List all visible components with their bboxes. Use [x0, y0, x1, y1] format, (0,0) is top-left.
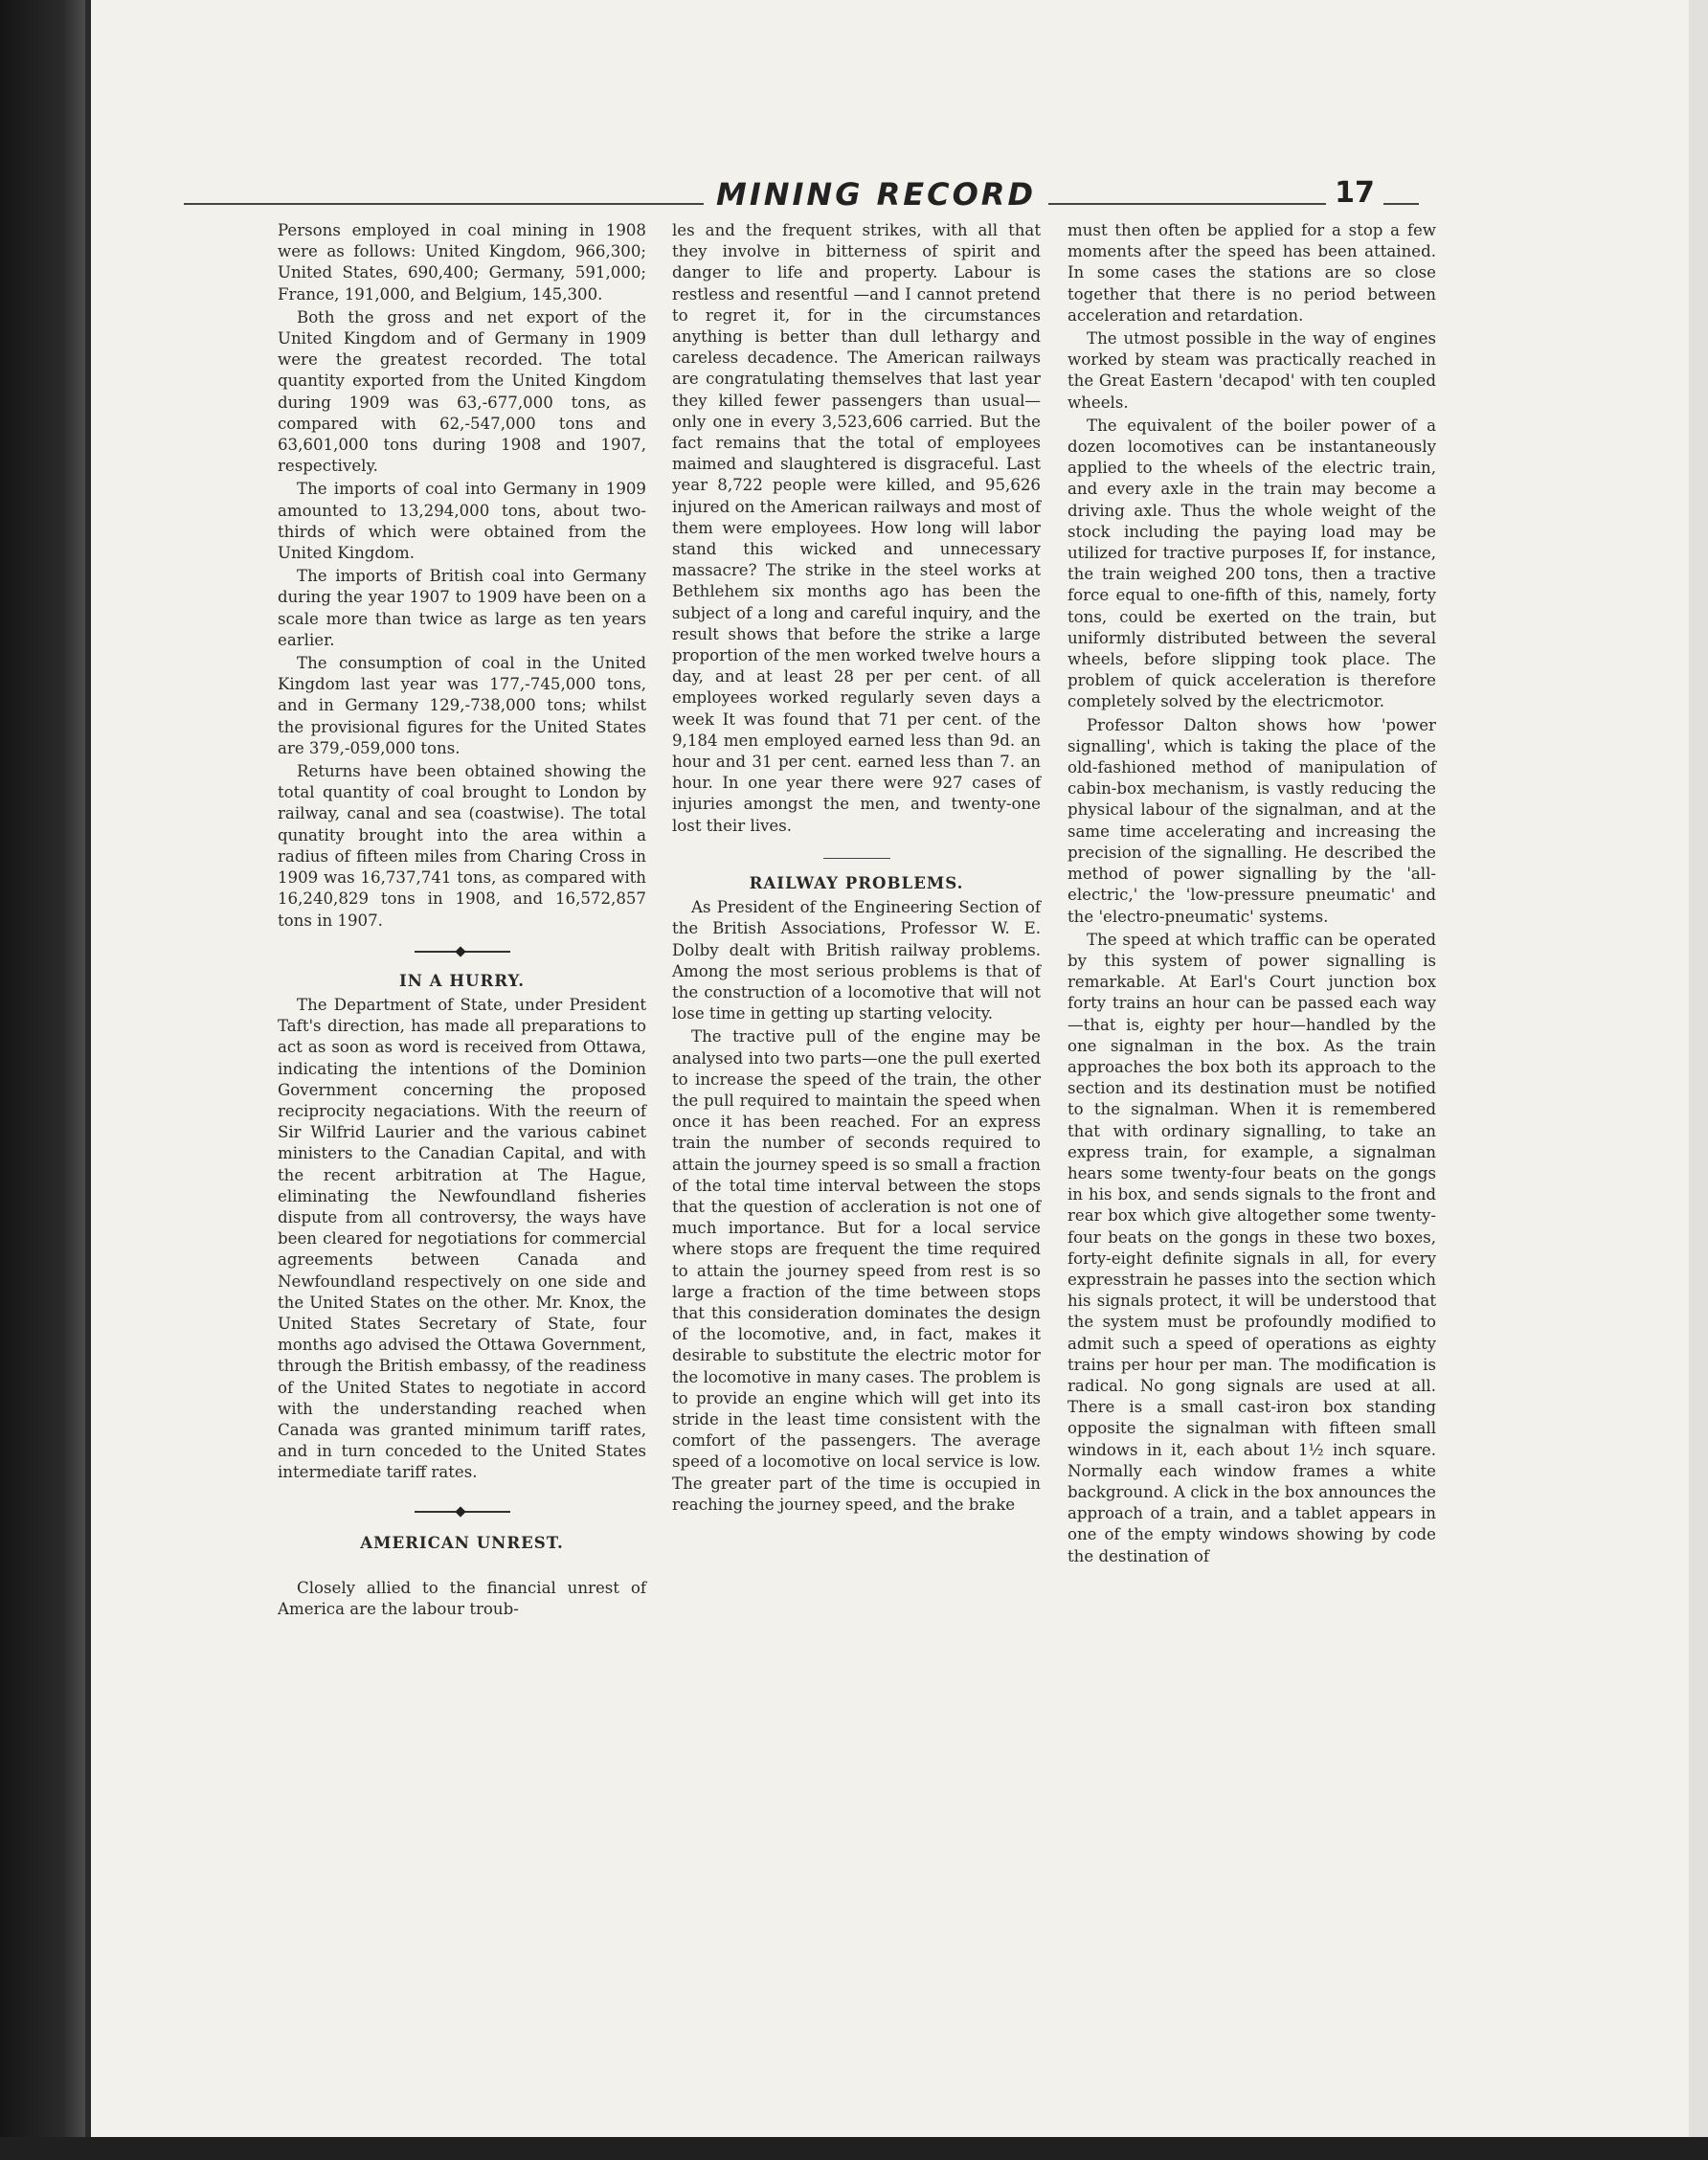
column-2: [672, 220, 1041, 1516]
paragraph: As President of the Engineering Section of the British Associations, Professor W. E. Dolby dealt with British railway problems. Among the most serious problems is that of the construction of a locomotive that will not lose time in getting up starting velocity.: [672, 898, 1041, 1024]
paragraph: Both the gross and net export of the United Kingdom and of Germany in 1909 were the greatest recorded. The total quantity exported from the United Kingdom during 1909 was 63,-677,000 tons, as compared with 62,-547,000 tons and 63,601,000 tons during 1908 and 1907, respectively.: [278, 307, 646, 476]
section-heading-american-unrest: AMERICAN UNREST.: [360, 1532, 564, 1552]
section-divider: [823, 858, 890, 859]
paragraph: The Department of State, under President Taft's direction, has made all preparations to act as soon as word is received from Ottawa, indicating the intentions of the Dominion Government concerning the proposed reciprocity negaciations. With the reeurn of Sir Wilfrid Laurier and the various cabinet ministers to the Canadian Capital, and with the recent arbitration at The Hague, eliminating the Newfoundland fisheries dispute from all controversy, the ways have been cleared for negotiations for commercial agreements between Canada and Newfoundland respectively on one side and the United States on the other. Mr. Knox, the United States Secretary of State, four months ago advised the Ottawa Government, through the British embassy, of the readiness of the United States to negotiate in accord with the understanding reached when Canada was granted minimum tariff rates, and in turn conceded to the United States intermediate tariff rates.: [278, 995, 646, 1482]
paragraph: must then often be applied for a stop a few moments after the speed has been attained. In some cases the stations are so close together that there is no period between acceleration and retardation.: [1068, 221, 1436, 325]
paragraph: The imports of British coal into Germany during the year 1907 to 1909 have been on a scale more than twice as large as ten years earlier.: [278, 567, 646, 649]
paragraph: The speed at which traffic can be operated by this system of power signalling is remarkable. At Earl's Court junction box forty trains an hour can be passed each way—that is, eighty per hour—handled by the one signalman in the box. As the train approaches the box both its approach to the section and its destination must be notified to the signalman. When it is remembered that with ordinary signalling, to take an express train, for example, a signalman hears some twenty-four beats on the gongs in his box, and sends signals to the front and rear box which give altogether some twenty-four beats on the gongs in these two boxes, forty-eight definite signals in all, for every expresstrain he passes into the section which his signals protect, it will be understood that the system must be profoundly modified to admit such a speed of operations as eighty trains per hour per man. The modification is radical. No gong signals are used at all. There is a small cast-iron box standing opposite the signalman with fifteen small windows in it, each about 1½ inch square. Normally each window frames a white background. A click in the box announces the approach of a train, and a tablet appears in one of the empty windows showing by code the destination of: [1068, 930, 1436, 1565]
paragraph: The tractive pull of the engine may be analysed into two parts—one the pull exerted to increase the speed of the train, the other the pull required to maintain the speed when once it has been reached. For an express train the number of seconds required to attain the journey speed is so small a fraction of the total time interval between the stops that the question of accleration is not one of much importance. But for a local service where stops are frequent the time required to attain the journey speed from rest is so large a fraction of the time between stops that this consideration dominates the design of the locomotive, and, in fact, makes it desirable to substitute the electric motor for the locomotive in many cases. The problem is to provide an engine which will get into its stride in the least time consistent with the comfort of the passengers. The average speed of a locomotive on local service is low. The greater part of the time is occupied in reaching the journey speed, and the brake: [672, 1027, 1041, 1514]
scan-bottom-shadow: [0, 2137, 1708, 2160]
paragraph: Persons employed in coal mining in 1908 were as follows: United Kingdom, 966,300; United States, 690,400; Germany, 591,000; France, 191,000, and Belgium, 145,300.: [278, 221, 646, 304]
column-1: [278, 220, 646, 1620]
running-title: MINING RECORD: [704, 176, 1048, 213]
section-divider: [405, 945, 520, 958]
section-heading-railway-problems: RAILWAY PROBLEMS.: [749, 872, 964, 892]
section-divider: [405, 1505, 520, 1519]
column-3: [1068, 220, 1436, 1567]
paragraph: The utmost possible in the way of engines worked by steam was practically reached in the Great Eastern 'decapod' with ten coupled wheels.: [1068, 329, 1436, 412]
paragraph: The imports of coal into Germany in 1909 amounted to 13,294,000 tons, about two-thirds of which were obtained from the United Kingdom.: [278, 480, 646, 563]
paragraph: les and the frequent strikes, with all that they involve in bitterness of spirit and danger to life and property. Labour is restless and resentful —and I cannot pretend to regret it, for in the circumstances anything is better than dull lethargy and careless decadence. The American railways are congratulating themselves that last year they killed fewer passengers than usual—only one in every 3,523,606 carried. But the fact remains that the total of employees maimed and slaughtered is disgraceful. Last year 8,722 people were killed, and 95,626 injured on the American railways and most of them were employees. How long will labor stand this wicked and unnecessary massacre? The strike in the steel works at Bethlehem six months ago has been the subject of a long and careful inquiry, and the result shows that before the strike a large proportion of the men worked twelve hours a day, and at least 28 per per cent. of all employees worked regularly seven days a week It was found that 71 per cent. of the 9,184 men employed earned less than 9d. an hour and 31 per cent. earned less than 7. an hour. In one year there were 927 cases of injuries amongst the men, and twenty-one lost their lives.: [672, 221, 1041, 835]
page-number: 17: [1326, 176, 1383, 210]
paragraph: The consumption of coal in the United Kingdom last year was 177,-745,000 tons, and in Germany 129,-738,000 tons; whilst the provisional figures for the United States are 379,-059,000 tons.: [278, 654, 646, 757]
scan-right-edge: [1689, 0, 1708, 2160]
paragraph: Professor Dalton shows how 'power signalling', which is taking the place of the old-fashioned method of manipulation of cabin-box mechanism, is vastly reducing the physical labour of the signalman, and at the same time accelerating and increasing the precision of the signalling. He described the method of power signalling by the 'all-electric,' the 'low-pressure pneumatic' and the 'electro-pneumatic' systems.: [1068, 715, 1436, 926]
paragraph: Closely allied to the financial unrest of America are the labour troub-: [278, 1578, 646, 1618]
scan-left-shadow: [0, 0, 91, 2160]
paragraph: The equivalent of the boiler power of a dozen locomotives can be instantaneously applied to the wheels of the electric train, and every axle in the train may become a driving axle. Thus the whole weight of the stock including the paying load may be utilized for tractive purposes If, for instance, the train weighed 200 tons, then a tractive force equal to one-fifth of this, namely, forty tons, could be exerted on the train, but uniformly distributed between the several wheels, before slipping took place. The problem of quick acceleration is therefore completely solved by the electricmotor.: [1068, 416, 1436, 711]
section-heading-in-a-hurry: IN A HURRY.: [398, 970, 526, 990]
paragraph: Returns have been obtained showing the total quantity of coal brought to London by railway, canal and sea (coastwise). The total qunatity brought into the area within a radius of fifteen miles from Charing Cross in 1909 was 16,737,741 tons, as compared with 16,240,829 tons in 1908, and 16,572,857 tons in 1907.: [278, 762, 646, 930]
